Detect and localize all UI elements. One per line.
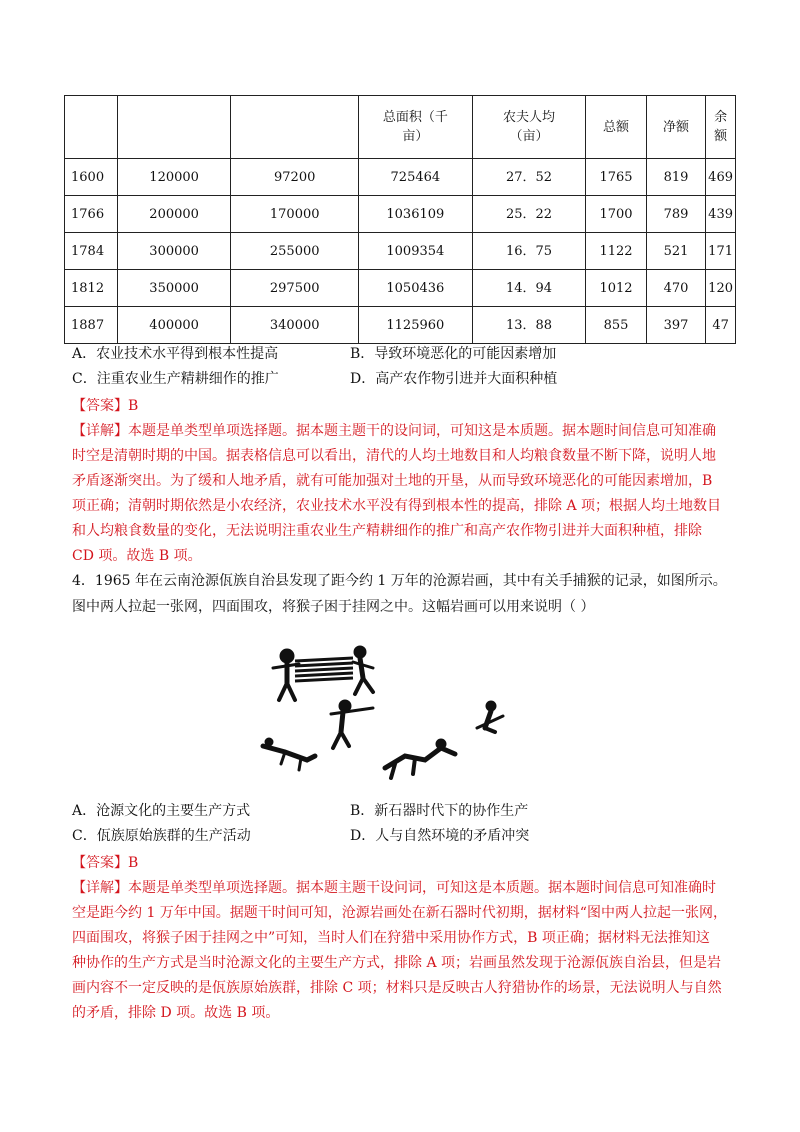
cangyuan-rock-painting-image [255,628,545,788]
q3-option-c: C．注重农业生产精耕细作的推广 [72,371,279,387]
table-header-cell: 总面积（千 亩） [358,96,472,159]
table-header-cell: 农夫人均 （亩） [472,96,585,159]
q4-explanation-line: 【详解】本题是单类型单项选择题。据本题主题干设问词，可知这是本质题。据本题时间信息可知准确时 [72,880,716,896]
table-cell: 1812 [65,270,118,307]
table-cell: 1122 [586,233,647,270]
q4-explanation-line: 四面围攻，将猴子困于挂网之中”可知，当时人们在狩猎中采用协作方式，B 项正确；据材料无法推知这 [72,930,710,946]
table-cell: 25．22 [472,196,585,233]
q4-explanation-line: 的矛盾，排除 D 项。故选 B 项。 [72,1005,280,1021]
q3-explanation-line: 矛盾逐渐突出。为了缓和人地矛盾，就有可能加强对土地的开垦，从而导致环境恶化的可能因素增加，B [72,473,713,489]
q4-option-d: D．人与自然环境的矛盾冲突 [350,828,530,844]
q4-explanation [72,876,742,1026]
table-header-cell: 总额 [586,96,647,159]
table-cell: 255000 [231,233,358,270]
table-cell: 469 [706,159,736,196]
q4-option-a: A．沧源文化的主要生产方式 [72,803,251,819]
table-cell: 855 [586,307,647,344]
table-header-cell [65,96,118,159]
table-cell: 350000 [117,270,231,307]
q4-answer: 【答案】B [72,855,139,871]
table-cell: 170000 [231,196,358,233]
table-cell: 1009354 [358,233,472,270]
table-row [65,159,736,196]
table-header-row [65,96,736,159]
table-cell: 1765 [586,159,647,196]
q3-explanation-line: CD 项。故选 B 项。 [72,548,202,564]
table-row [65,196,736,233]
table-cell: 14．94 [472,270,585,307]
table-cell: 200000 [117,196,231,233]
table-cell: 521 [646,233,705,270]
table-cell: 1125960 [358,307,472,344]
table-header-cell: 余额 [706,96,736,159]
q4-option-b: B．新石器时代下的协作生产 [350,803,529,819]
population-land-table [64,95,736,344]
q4-stem-line-2: 图中两人拉起一张网，四面围攻，将猴子困于挂网之中。这幅岩画可以用来说明（ ） [72,599,595,615]
table-header-cell [117,96,231,159]
q3-option-b: B．导致环境恶化的可能因素增加 [350,346,557,362]
table-cell: 120 [706,270,736,307]
table-cell: 297500 [231,270,358,307]
table-cell: 171 [706,233,736,270]
q3-explanation-line: 项正确；清朝时期依然是小农经济，农业技术水平没有得到根本性的提高，排除 A 项；根据人均土地数目 [72,498,722,514]
table-row [65,233,736,270]
q4-option-c: C．佤族原始族群的生产活动 [72,828,251,844]
table-cell: 120000 [117,159,231,196]
table-cell: 1050436 [358,270,472,307]
table-cell: 470 [646,270,705,307]
table-cell: 1036109 [358,196,472,233]
table-cell: 819 [646,159,705,196]
q3-explanation-line: 和人均粮食数量的变化，无法说明注重农业生产精耕细作的推广和高产农作物引进并大面积种植，排除 [72,523,702,539]
table-cell: 725464 [358,159,472,196]
q4-explanation-line: 画内容不一定反映的是佤族原始族群，排除 C 项；材料只是反映古人狩猎协作的场景，无法说明人与自然 [72,980,722,996]
table-cell: 47 [706,307,736,344]
table-cell: 400000 [117,307,231,344]
table-cell: 1887 [65,307,118,344]
q4-explanation-line: 种协作的生产方式是当时沧源文化的主要生产方式，排除 A 项；岩画虽然发现于沧源佤族自治县，但是岩 [72,955,722,971]
q4-stem-line-1: 4．1965 年在云南沧源佤族自治县发现了距今约 1 万年的沧源岩画，其中有关手捕猴的记录，如图所示。 [72,573,727,589]
table-row [65,270,736,307]
table-cell: 13．88 [472,307,585,344]
table-cell: 1012 [586,270,647,307]
q3-answer: 【答案】B [72,398,139,414]
table-cell: 340000 [231,307,358,344]
q3-explanation [72,419,742,569]
table-cell: 27．52 [472,159,585,196]
table-cell: 439 [706,196,736,233]
table-cell: 1784 [65,233,118,270]
q3-explanation-line: 【详解】本题是单类型单项选择题。据本题主题干的设问词，可知这是本质题。据本题时间信息可知准确 [72,423,716,439]
table-cell: 300000 [117,233,231,270]
table-cell: 1600 [65,159,118,196]
table-header-cell [231,96,358,159]
q4-explanation-line: 空是距今约 1 万年中国。据题干时间可知，沧源岩画处在新石器时代初期，据材料“图中两人拉起一张网， [72,905,727,921]
table-cell: 789 [646,196,705,233]
table-cell: 1766 [65,196,118,233]
q3-option-a: A．农业技术水平得到根本性提高 [72,346,279,362]
q3-explanation-line: 时空是清朝时期的中国。据表格信息可以看出，清代的人均土地数目和人均粮食数量不断下降，说明人地 [72,448,716,464]
table-cell: 97200 [231,159,358,196]
table-cell: 397 [646,307,705,344]
q3-option-d: D．高产农作物引进并大面积种植 [350,371,558,387]
table-header-cell: 净额 [646,96,705,159]
table-row [65,307,736,344]
table-cell: 16．75 [472,233,585,270]
table-cell: 1700 [586,196,647,233]
